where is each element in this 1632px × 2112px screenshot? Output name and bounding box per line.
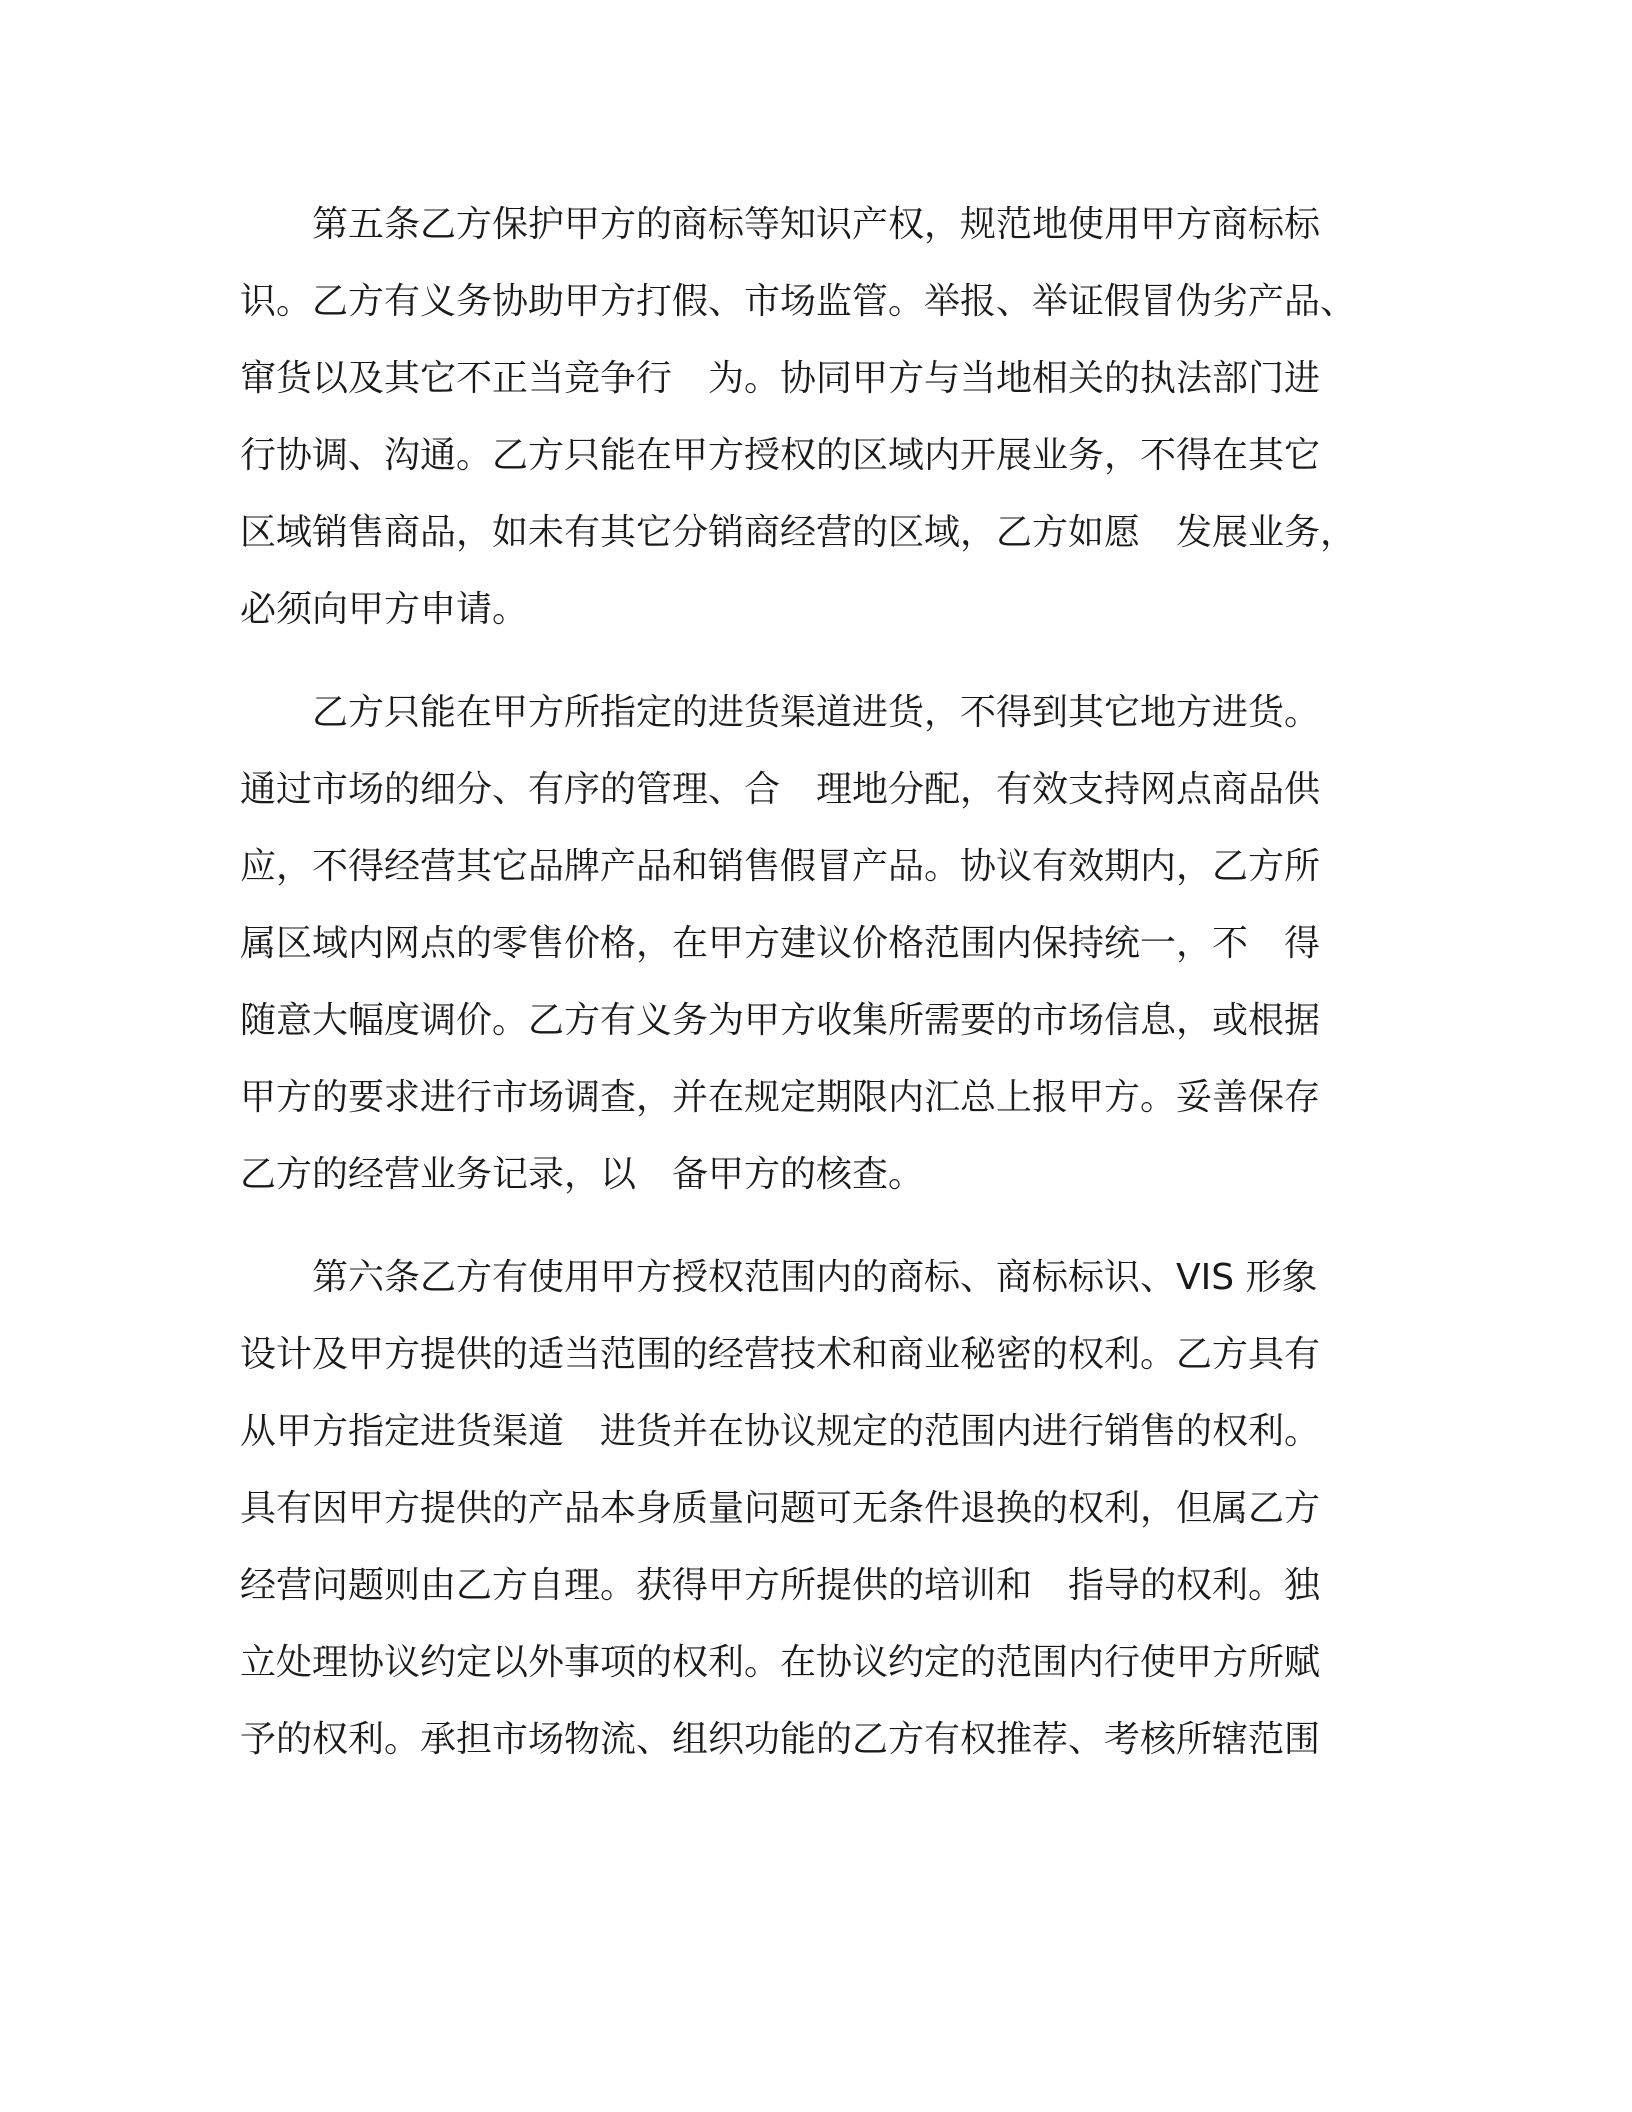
text-line: 行协调、沟通。乙方只能在甲方授权的区域内开展业务，不得在其它	[240, 435, 1321, 476]
text-line: 从甲方指定进货渠道 进货并在协议规定的范围内进行销售的权利。	[240, 1411, 1321, 1452]
text-line: 予的权利。承担市场物流、组织功能的乙方有权推荐、考核所辖范围	[240, 1719, 1321, 1760]
document-page	[240, 186, 1392, 1804]
text-line: 第六条乙方有使用甲方授权范围内的商标、商标标识、VIS 形象	[240, 1257, 1318, 1298]
text-line: 区域销售商品，如未有其它分销商经营的区域，乙方如愿 发展业务，	[240, 512, 1357, 553]
text-line: 识。乙方有义务协助甲方打假、市场监管。举报、举证假冒伪劣产品、	[240, 281, 1357, 322]
text-line: 通过市场的细分、有序的管理、合 理地分配，有效支持网点商品供	[240, 769, 1321, 810]
text-line: 必须向甲方申请。	[240, 589, 529, 630]
text-line: 具有因甲方提供的产品本身质量问题可无条件退换的权利，但属乙方	[240, 1488, 1321, 1529]
text-line: 第五条乙方保护甲方的商标等知识产权，规范地使用甲方商标标	[240, 204, 1321, 245]
paragraph-article-6	[240, 1239, 1392, 1778]
text-line: 属区域内网点的零售价格，在甲方建议价格范围内保持统一，不 得	[240, 923, 1321, 964]
text-line: 立处理协议约定以外事项的权利。在协议约定的范围内行使甲方所赋	[240, 1642, 1321, 1683]
paragraph-article-5	[240, 186, 1392, 648]
paragraph-purchasing	[240, 674, 1392, 1213]
text-line: 乙方只能在甲方所指定的进货渠道进货，不得到其它地方进货。	[240, 692, 1321, 733]
text-line: 经营问题则由乙方自理。获得甲方所提供的培训和 指导的权利。独	[240, 1565, 1321, 1606]
text-line: 应，不得经营其它品牌产品和销售假冒产品。协议有效期内，乙方所	[240, 846, 1321, 887]
text-line: 随意大幅度调价。乙方有义务为甲方收集所需要的市场信息，或根据	[240, 1000, 1321, 1041]
text-line: 甲方的要求进行市场调查，并在规定期限内汇总上报甲方。妥善保存	[240, 1077, 1321, 1118]
text-line: 乙方的经营业务记录，以 备甲方的核查。	[240, 1154, 925, 1195]
text-line: 设计及甲方提供的适当范围的经营技术和商业秘密的权利。乙方具有	[240, 1334, 1321, 1375]
text-line: 窜货以及其它不正当竞争行 为。协同甲方与当地相关的执法部门进	[240, 358, 1321, 399]
